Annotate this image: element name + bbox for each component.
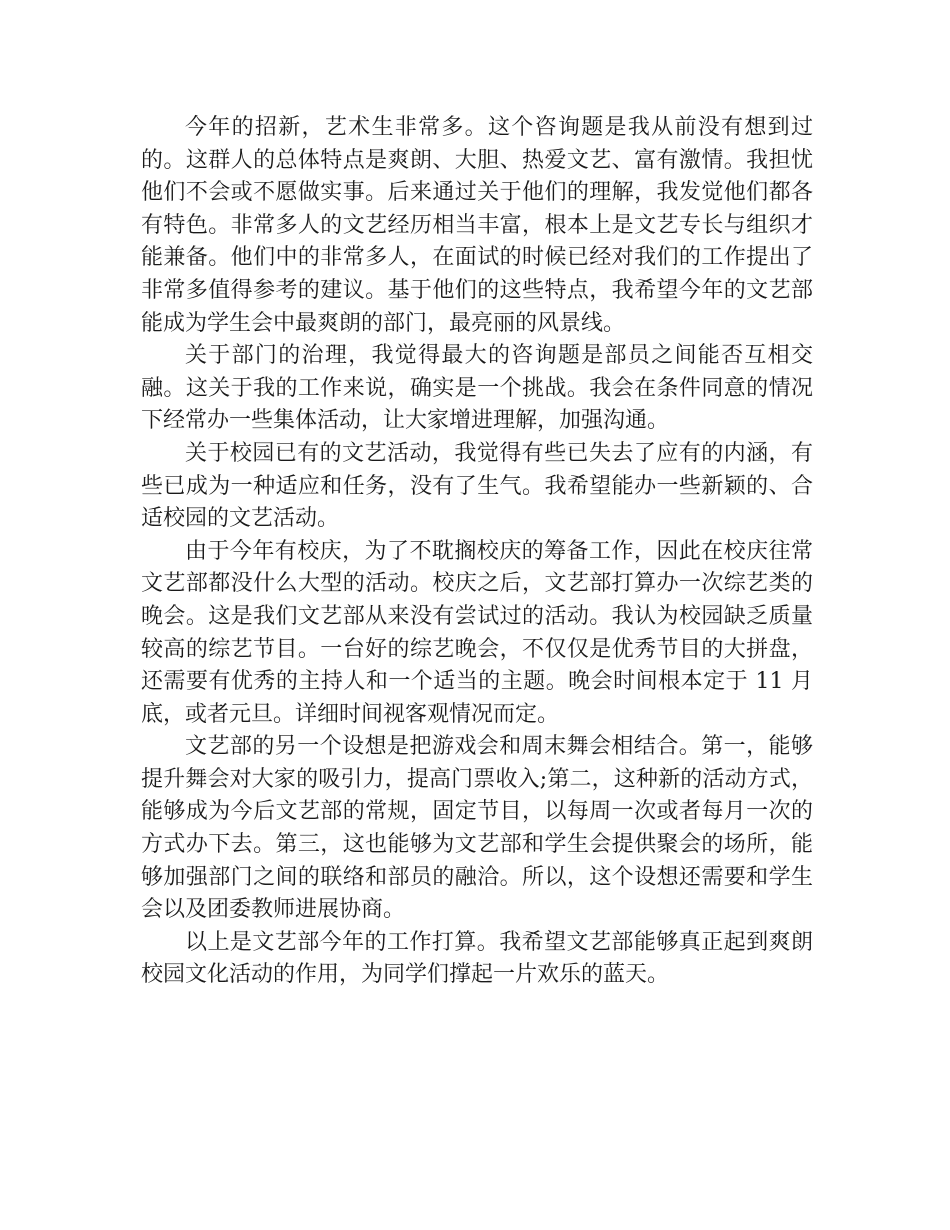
paragraph-1: 今年的招新，艺术生非常多。这个咨询题是我从前没有想到过的。这群人的总体特点是爽朗、大胆、热爱文艺、富有激情。我担忧他们不会或不愿做实事。后来通过关于他们的理解，我发觉他们都各有特色。非常多人的文艺经历相当丰富，根本上是文艺专长与组织才能兼备。他们中的非常多人，在面试的时候已经对我们的工作提出了非常多值得参考的建议。基于他们的这些特点，我希望今年的文艺部能成为学生会中最爽朗的部门，最亮丽的风景线。 xyxy=(141,115,813,336)
document-body xyxy=(141,112,813,992)
paragraph-2: 关于部门的治理，我觉得最大的咨询题是部员之间能否互相交融。这关于我的工作来说，确实是一个挑战。我会在条件同意的情况下经常办一些集体活动，让大家增进理解，加强沟通。 xyxy=(141,343,813,434)
paragraph-5: 文艺部的另一个设想是把游戏会和周末舞会相结合。第一，能够提升舞会对大家的吸引力，提高门票收入;第二，这种新的活动方式，能够成为今后文艺部的常规，固定节目，以每周一次或者每月一次的方式办下去。第三，这也能够为文艺部和学生会提供聚会的场所，能够加强部门之间的联络和部员的融洽。所以，这个设想还需要和学生会以及团委教师进展协商。 xyxy=(141,734,813,923)
paragraph-3: 关于校园已有的文艺活动，我觉得有些已失去了应有的内涵，有些已成为一种适应和任务，没有了生气。我希望能办一些新颖的、合适校园的文艺活动。 xyxy=(141,440,813,532)
paragraph-4: 由于今年有校庆，为了不耽搁校庆的筹备工作，因此在校庆往常文艺部都没什么大型的活动。校庆之后，文艺部打算办一次综艺类的晚会。这是我们文艺部从来没有尝试过的活动。我认为校园缺乏质量较高的综艺节目。一台好的综艺晚会，不仅仅是优秀节目的大拼盘，还需要有优秀的主持人和一个适当的主题。晚会时间根本定于 11 月底，或者元旦。详细时间视客观情况而定。 xyxy=(141,538,813,727)
paragraph-6: 以上是文艺部今年的工作打算。我希望文艺部能够真正起到爽朗校园文化活动的作用，为同学们撑起一片欢乐的蓝天。 xyxy=(141,929,813,988)
